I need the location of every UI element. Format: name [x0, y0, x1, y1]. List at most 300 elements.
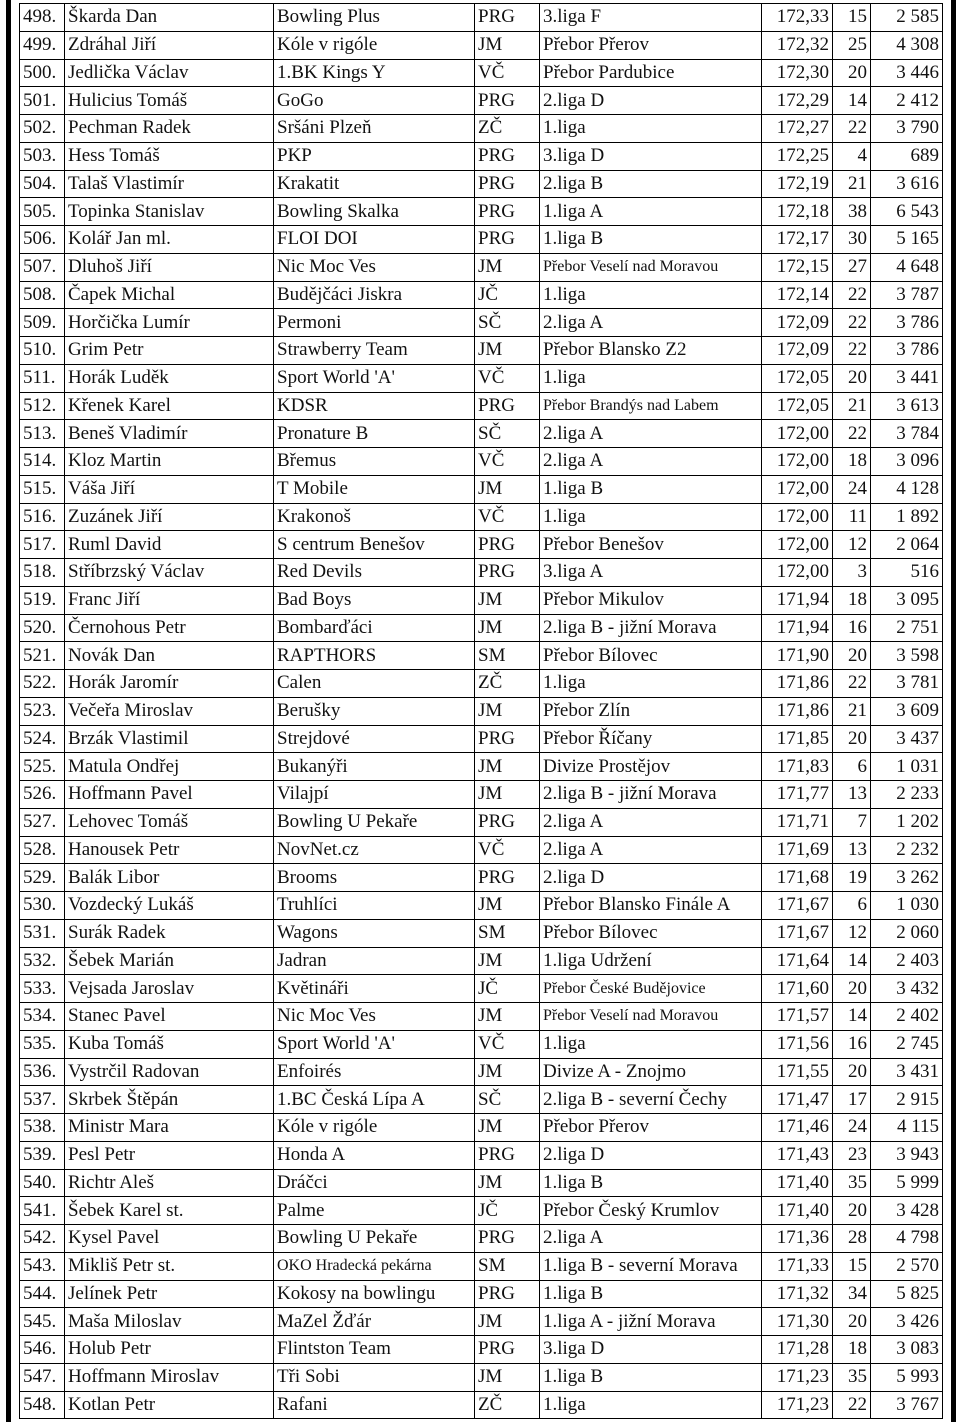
- player-name-cell: Horák Jaromír: [65, 670, 274, 698]
- player-name-cell: Pechman Radek: [65, 115, 274, 143]
- rank-cell: 516.: [20, 503, 65, 531]
- rank-cell: 506.: [20, 226, 65, 254]
- rank-cell: 542.: [20, 1225, 65, 1253]
- average-cell: 172,30: [762, 59, 833, 87]
- player-name-cell: Hoffmann Miroslav: [65, 1363, 274, 1391]
- team-cell: Kóle v rigóle: [274, 31, 475, 59]
- games-cell: 35: [833, 1169, 871, 1197]
- team-cell: Dráčci: [274, 1169, 475, 1197]
- average-cell: 171,40: [762, 1169, 833, 1197]
- total-cell: 3 767: [871, 1391, 943, 1419]
- league-cell: 1.liga Udržení: [540, 947, 762, 975]
- region-cell: JM: [475, 1058, 540, 1086]
- league-cell: Přebor Přerov: [540, 1114, 762, 1142]
- region-cell: PRG: [475, 4, 540, 32]
- games-cell: 7: [833, 808, 871, 836]
- table-row: [20, 142, 943, 170]
- total-cell: 5 165: [871, 226, 943, 254]
- table-row: [20, 1030, 943, 1058]
- region-cell: PRG: [475, 531, 540, 559]
- player-name-cell: Skrbek Štěpán: [65, 1086, 274, 1114]
- team-cell: MaZel Žďár: [274, 1308, 475, 1336]
- team-cell: Krakonoš: [274, 503, 475, 531]
- team-cell: Nic Moc Ves: [274, 253, 475, 281]
- games-cell: 18: [833, 586, 871, 614]
- player-name-cell: Ministr Mara: [65, 1114, 274, 1142]
- league-cell: 2.liga B: [540, 170, 762, 198]
- games-cell: 16: [833, 614, 871, 642]
- rank-cell: 503.: [20, 142, 65, 170]
- average-cell: 172,00: [762, 531, 833, 559]
- table-row: [20, 919, 943, 947]
- average-cell: 172,25: [762, 142, 833, 170]
- team-cell: Bowling Skalka: [274, 198, 475, 226]
- league-cell: 2.liga A: [540, 836, 762, 864]
- games-cell: 12: [833, 919, 871, 947]
- average-cell: 171,77: [762, 781, 833, 809]
- total-cell: 1 030: [871, 892, 943, 920]
- team-cell: Kóle v rigóle: [274, 1114, 475, 1142]
- player-name-cell: Mikliš Petr st.: [65, 1252, 274, 1280]
- league-cell: 2.liga D: [540, 87, 762, 115]
- league-cell: 1.liga B: [540, 1169, 762, 1197]
- team-cell: Rafani: [274, 1391, 475, 1419]
- average-cell: 171,57: [762, 1003, 833, 1031]
- right-border-bar: [951, 0, 956, 1422]
- team-cell: NovNet.cz: [274, 836, 475, 864]
- rank-cell: 530.: [20, 892, 65, 920]
- team-cell: Tři Sobi: [274, 1363, 475, 1391]
- player-name-cell: Dluhoš Jiří: [65, 253, 274, 281]
- rank-cell: 504.: [20, 170, 65, 198]
- total-cell: 2 915: [871, 1086, 943, 1114]
- player-name-cell: Balák Libor: [65, 864, 274, 892]
- region-cell: SM: [475, 919, 540, 947]
- team-cell: Nic Moc Ves: [274, 1003, 475, 1031]
- league-cell: Přebor Mikulov: [540, 586, 762, 614]
- total-cell: 3 426: [871, 1308, 943, 1336]
- total-cell: 2 570: [871, 1252, 943, 1280]
- league-cell: Přebor České Budějovice: [540, 975, 762, 1003]
- player-name-cell: Surák Radek: [65, 919, 274, 947]
- league-cell: Přebor Říčany: [540, 725, 762, 753]
- rank-cell: 527.: [20, 808, 65, 836]
- table-row: [20, 975, 943, 1003]
- rank-cell: 515.: [20, 475, 65, 503]
- player-name-cell: Novák Dan: [65, 642, 274, 670]
- table-row: [20, 87, 943, 115]
- league-cell: Přebor Blansko Finále A: [540, 892, 762, 920]
- league-cell: 1.liga A - jižní Morava: [540, 1308, 762, 1336]
- league-cell: 1.liga: [540, 670, 762, 698]
- table-row: [20, 4, 943, 32]
- rank-cell: 534.: [20, 1003, 65, 1031]
- table-row: [20, 475, 943, 503]
- player-name-cell: Hulicius Tomáš: [65, 87, 274, 115]
- league-cell: Přebor Veselí nad Moravou: [540, 253, 762, 281]
- total-cell: 3 784: [871, 420, 943, 448]
- league-cell: 3.liga F: [540, 4, 762, 32]
- table-row: [20, 1308, 943, 1336]
- region-cell: VČ: [475, 448, 540, 476]
- average-cell: 171,64: [762, 947, 833, 975]
- region-cell: PRG: [475, 1336, 540, 1364]
- table-row: [20, 309, 943, 337]
- player-name-cell: Zdráhal Jiří: [65, 31, 274, 59]
- team-cell: Bombarďáci: [274, 614, 475, 642]
- total-cell: 3 598: [871, 642, 943, 670]
- region-cell: JM: [475, 1363, 540, 1391]
- player-name-cell: Vozdecký Lukáš: [65, 892, 274, 920]
- rank-cell: 537.: [20, 1086, 65, 1114]
- total-cell: 3 943: [871, 1141, 943, 1169]
- games-cell: 23: [833, 1141, 871, 1169]
- total-cell: 5 999: [871, 1169, 943, 1197]
- team-cell: OKO Hradecká pekárna: [274, 1252, 475, 1280]
- games-cell: 38: [833, 198, 871, 226]
- total-cell: 3 446: [871, 59, 943, 87]
- total-cell: 2 064: [871, 531, 943, 559]
- table-row: [20, 1003, 943, 1031]
- total-cell: 4 798: [871, 1225, 943, 1253]
- player-name-cell: Brzák Vlastimil: [65, 725, 274, 753]
- total-cell: 2 402: [871, 1003, 943, 1031]
- team-cell: Krakatit: [274, 170, 475, 198]
- player-name-cell: Matula Ondřej: [65, 753, 274, 781]
- region-cell: SČ: [475, 309, 540, 337]
- region-cell: JM: [475, 337, 540, 365]
- region-cell: PRG: [475, 864, 540, 892]
- rank-cell: 522.: [20, 670, 65, 698]
- player-name-cell: Jedlička Václav: [65, 59, 274, 87]
- region-cell: SČ: [475, 420, 540, 448]
- average-cell: 172,15: [762, 253, 833, 281]
- total-cell: 1 202: [871, 808, 943, 836]
- games-cell: 14: [833, 1003, 871, 1031]
- player-name-cell: Ruml David: [65, 531, 274, 559]
- team-cell: Strawberry Team: [274, 337, 475, 365]
- table-row: [20, 642, 943, 670]
- average-cell: 171,28: [762, 1336, 833, 1364]
- table-row: [20, 337, 943, 365]
- league-cell: 2.liga A: [540, 420, 762, 448]
- player-name-cell: Kloz Martin: [65, 448, 274, 476]
- region-cell: ZČ: [475, 1391, 540, 1419]
- table-row: [20, 947, 943, 975]
- league-cell: 2.liga A: [540, 1225, 762, 1253]
- average-cell: 172,00: [762, 448, 833, 476]
- table-row: [20, 697, 943, 725]
- rank-cell: 502.: [20, 115, 65, 143]
- average-cell: 172,18: [762, 198, 833, 226]
- average-cell: 171,86: [762, 697, 833, 725]
- table-row: [20, 864, 943, 892]
- rank-cell: 525.: [20, 753, 65, 781]
- rank-cell: 507.: [20, 253, 65, 281]
- rank-cell: 539.: [20, 1141, 65, 1169]
- league-cell: 1.liga: [540, 281, 762, 309]
- table-row: [20, 1336, 943, 1364]
- team-cell: S centrum Benešov: [274, 531, 475, 559]
- table-row: [20, 1363, 943, 1391]
- rank-cell: 523.: [20, 697, 65, 725]
- total-cell: 2 060: [871, 919, 943, 947]
- games-cell: 14: [833, 947, 871, 975]
- player-name-cell: Křenek Karel: [65, 392, 274, 420]
- player-name-cell: Stříbrzský Václav: [65, 559, 274, 587]
- average-cell: 172,00: [762, 420, 833, 448]
- games-cell: 25: [833, 31, 871, 59]
- total-cell: 3 262: [871, 864, 943, 892]
- region-cell: PRG: [475, 142, 540, 170]
- league-cell: 1.liga B: [540, 1280, 762, 1308]
- games-cell: 19: [833, 864, 871, 892]
- league-cell: 1.liga: [540, 503, 762, 531]
- average-cell: 171,94: [762, 614, 833, 642]
- total-cell: 3 613: [871, 392, 943, 420]
- team-cell: Kokosy na bowlingu: [274, 1280, 475, 1308]
- average-cell: 171,55: [762, 1058, 833, 1086]
- average-cell: 171,68: [762, 864, 833, 892]
- table-row: [20, 836, 943, 864]
- team-cell: GoGo: [274, 87, 475, 115]
- table-row: [20, 670, 943, 698]
- rank-cell: 548.: [20, 1391, 65, 1419]
- rank-cell: 498.: [20, 4, 65, 32]
- rank-cell: 511.: [20, 364, 65, 392]
- ranking-table: [19, 3, 943, 1419]
- table-row: [20, 1197, 943, 1225]
- rank-cell: 541.: [20, 1197, 65, 1225]
- team-cell: Břemus: [274, 448, 475, 476]
- region-cell: PRG: [475, 392, 540, 420]
- player-name-cell: Maša Miloslav: [65, 1308, 274, 1336]
- team-cell: Květináři: [274, 975, 475, 1003]
- games-cell: 20: [833, 1308, 871, 1336]
- player-name-cell: Šebek Karel st.: [65, 1197, 274, 1225]
- games-cell: 21: [833, 697, 871, 725]
- games-cell: 15: [833, 1252, 871, 1280]
- total-cell: 2 232: [871, 836, 943, 864]
- table-row: [20, 1280, 943, 1308]
- player-name-cell: Kuba Tomáš: [65, 1030, 274, 1058]
- rank-cell: 508.: [20, 281, 65, 309]
- region-cell: SM: [475, 1252, 540, 1280]
- region-cell: JM: [475, 31, 540, 59]
- average-cell: 172,05: [762, 392, 833, 420]
- player-name-cell: Lehovec Tomáš: [65, 808, 274, 836]
- rank-cell: 538.: [20, 1114, 65, 1142]
- team-cell: Pronature B: [274, 420, 475, 448]
- average-cell: 171,43: [762, 1141, 833, 1169]
- league-cell: Přebor Blansko Z2: [540, 337, 762, 365]
- league-cell: Přebor Bílovec: [540, 642, 762, 670]
- total-cell: 2 751: [871, 614, 943, 642]
- table-row: [20, 808, 943, 836]
- games-cell: 20: [833, 725, 871, 753]
- team-cell: Sport World 'A': [274, 364, 475, 392]
- player-name-cell: Hess Tomáš: [65, 142, 274, 170]
- region-cell: PRG: [475, 198, 540, 226]
- region-cell: PRG: [475, 1280, 540, 1308]
- league-cell: Přebor Přerov: [540, 31, 762, 59]
- team-cell: Enfoirés: [274, 1058, 475, 1086]
- player-name-cell: Čapek Michal: [65, 281, 274, 309]
- games-cell: 6: [833, 892, 871, 920]
- table-row: [20, 586, 943, 614]
- league-cell: Divize A - Znojmo: [540, 1058, 762, 1086]
- player-name-cell: Večeřa Miroslav: [65, 697, 274, 725]
- total-cell: 2 745: [871, 1030, 943, 1058]
- league-cell: Divize Prostějov: [540, 753, 762, 781]
- average-cell: 172,33: [762, 4, 833, 32]
- total-cell: 3 609: [871, 697, 943, 725]
- total-cell: 2 412: [871, 87, 943, 115]
- total-cell: 5 825: [871, 1280, 943, 1308]
- rank-cell: 544.: [20, 1280, 65, 1308]
- average-cell: 171,36: [762, 1225, 833, 1253]
- average-cell: 171,30: [762, 1308, 833, 1336]
- rank-cell: 540.: [20, 1169, 65, 1197]
- player-name-cell: Kolář Jan ml.: [65, 226, 274, 254]
- player-name-cell: Beneš Vladimír: [65, 420, 274, 448]
- region-cell: SM: [475, 642, 540, 670]
- average-cell: 172,00: [762, 503, 833, 531]
- table-row: [20, 892, 943, 920]
- region-cell: PRG: [475, 725, 540, 753]
- player-name-cell: Váša Jiří: [65, 475, 274, 503]
- table-row: [20, 392, 943, 420]
- table-row: [20, 1225, 943, 1253]
- total-cell: 3 786: [871, 309, 943, 337]
- player-name-cell: Grim Petr: [65, 337, 274, 365]
- average-cell: 172,09: [762, 337, 833, 365]
- region-cell: VČ: [475, 503, 540, 531]
- league-cell: 1.liga B: [540, 475, 762, 503]
- games-cell: 12: [833, 531, 871, 559]
- team-cell: Berušky: [274, 697, 475, 725]
- rank-cell: 532.: [20, 947, 65, 975]
- games-cell: 13: [833, 781, 871, 809]
- average-cell: 172,32: [762, 31, 833, 59]
- league-cell: 1.liga: [540, 364, 762, 392]
- table-row: [20, 364, 943, 392]
- player-name-cell: Stanec Pavel: [65, 1003, 274, 1031]
- team-cell: T Mobile: [274, 475, 475, 503]
- table-row: [20, 1252, 943, 1280]
- region-cell: JM: [475, 1003, 540, 1031]
- rank-cell: 546.: [20, 1336, 65, 1364]
- region-cell: JM: [475, 753, 540, 781]
- games-cell: 35: [833, 1363, 871, 1391]
- rank-cell: 510.: [20, 337, 65, 365]
- table-row: [20, 198, 943, 226]
- player-name-cell: Zuzánek Jiří: [65, 503, 274, 531]
- player-name-cell: Horák Luděk: [65, 364, 274, 392]
- total-cell: 3 441: [871, 364, 943, 392]
- games-cell: 24: [833, 475, 871, 503]
- games-cell: 20: [833, 1058, 871, 1086]
- league-cell: Přebor Pardubice: [540, 59, 762, 87]
- table-row: [20, 226, 943, 254]
- average-cell: 171,85: [762, 725, 833, 753]
- average-cell: 172,17: [762, 226, 833, 254]
- games-cell: 28: [833, 1225, 871, 1253]
- league-cell: 2.liga D: [540, 864, 762, 892]
- table-row: [20, 115, 943, 143]
- team-cell: Red Devils: [274, 559, 475, 587]
- games-cell: 20: [833, 642, 871, 670]
- player-name-cell: Kysel Pavel: [65, 1225, 274, 1253]
- team-cell: Bukanýři: [274, 753, 475, 781]
- total-cell: 2 585: [871, 4, 943, 32]
- ranking-table-body: [20, 4, 943, 1419]
- average-cell: 171,67: [762, 919, 833, 947]
- league-cell: Přebor Zlín: [540, 697, 762, 725]
- league-cell: 3.liga D: [540, 142, 762, 170]
- table-row: [20, 1141, 943, 1169]
- team-cell: FLOI DOI: [274, 226, 475, 254]
- average-cell: 171,69: [762, 836, 833, 864]
- league-cell: 1.liga A: [540, 198, 762, 226]
- league-cell: 1.liga: [540, 1391, 762, 1419]
- left-border-bar: [6, 0, 11, 1422]
- region-cell: VČ: [475, 1030, 540, 1058]
- region-cell: JM: [475, 781, 540, 809]
- table-row: [20, 1114, 943, 1142]
- average-cell: 172,09: [762, 309, 833, 337]
- region-cell: JČ: [475, 1197, 540, 1225]
- player-name-cell: Hanousek Petr: [65, 836, 274, 864]
- league-cell: 2.liga D: [540, 1141, 762, 1169]
- table-row: [20, 448, 943, 476]
- team-cell: 1.BC Česká Lípa A: [274, 1086, 475, 1114]
- league-cell: Přebor Český Krumlov: [540, 1197, 762, 1225]
- rank-cell: 500.: [20, 59, 65, 87]
- games-cell: 22: [833, 281, 871, 309]
- region-cell: JM: [475, 1169, 540, 1197]
- average-cell: 172,05: [762, 364, 833, 392]
- average-cell: 172,00: [762, 559, 833, 587]
- total-cell: 3 083: [871, 1336, 943, 1364]
- region-cell: JM: [475, 947, 540, 975]
- rank-cell: 533.: [20, 975, 65, 1003]
- table-row: [20, 753, 943, 781]
- team-cell: Calen: [274, 670, 475, 698]
- team-cell: Honda A: [274, 1141, 475, 1169]
- team-cell: Permoni: [274, 309, 475, 337]
- games-cell: 20: [833, 975, 871, 1003]
- games-cell: 6: [833, 753, 871, 781]
- region-cell: PRG: [475, 808, 540, 836]
- team-cell: Wagons: [274, 919, 475, 947]
- team-cell: KDSR: [274, 392, 475, 420]
- region-cell: PRG: [475, 1141, 540, 1169]
- table-row: [20, 503, 943, 531]
- table-row: [20, 559, 943, 587]
- region-cell: JM: [475, 892, 540, 920]
- rank-cell: 536.: [20, 1058, 65, 1086]
- total-cell: 3 790: [871, 115, 943, 143]
- region-cell: JM: [475, 1114, 540, 1142]
- team-cell: Jadran: [274, 947, 475, 975]
- rank-cell: 543.: [20, 1252, 65, 1280]
- player-name-cell: Topinka Stanislav: [65, 198, 274, 226]
- total-cell: 3 431: [871, 1058, 943, 1086]
- league-cell: 2.liga A: [540, 448, 762, 476]
- region-cell: JM: [475, 586, 540, 614]
- total-cell: 4 648: [871, 253, 943, 281]
